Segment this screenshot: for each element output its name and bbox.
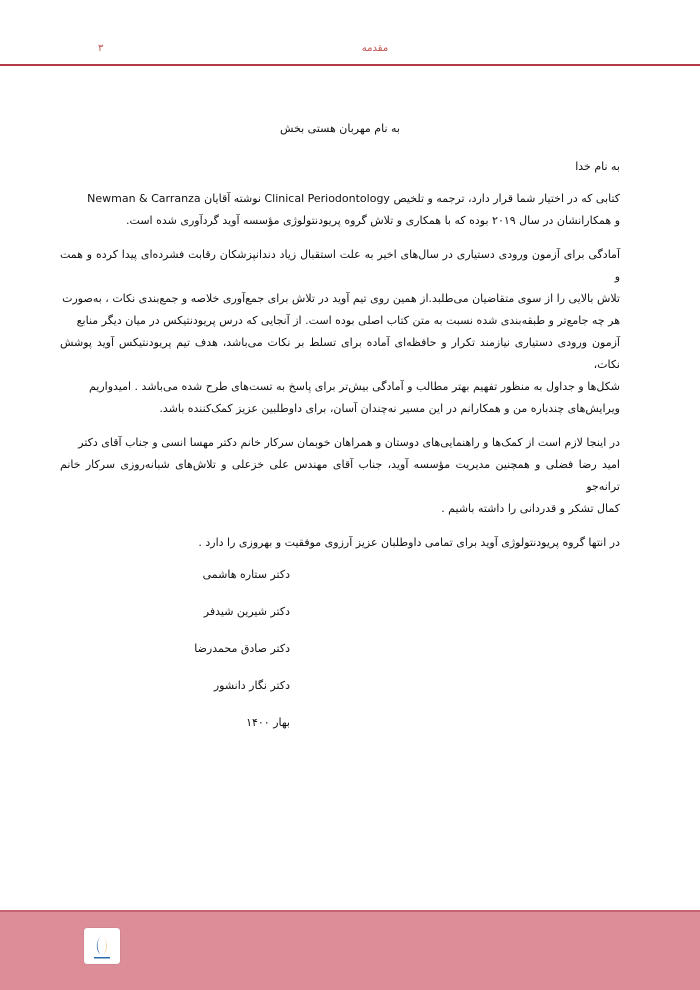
paragraph-line: کتابی که در اختیار شما قرار دارد، ترجمه و تلخیص Clinical Periodontology نوشته آقایان Newman & Carranza bbox=[87, 192, 620, 205]
paragraph-line: آمادگی برای آزمون ورودی دستیاری در سال‌های اخیر به علت استقبال زیاد دندانپزشکان رقابت فشرده‌ای پیدا کرده و همت و bbox=[60, 248, 620, 283]
signature-block bbox=[170, 566, 290, 751]
paragraph-line: و همکارانشان در سال ۲۰۱۹ بوده که با همکاری و تلاش گروه پریودنتولوژی مؤسسه آوید گردآوری شده است. bbox=[126, 214, 620, 227]
paragraph-line: کمال تشکر و قدردانی را داشته باشیم . bbox=[441, 502, 620, 515]
paragraph-line: هر چه جامع‌تر و طبقه‌بندی شده نسبت به متن کتاب اصلی بوده است. از آنجایی که درس پریودنتیکس در میان دیگر منابع bbox=[76, 314, 620, 327]
paragraph-intro bbox=[60, 188, 620, 232]
paragraph-line: امید رضا فضلی و همچنین مدیریت مؤسسه آوید، جناب آقای مهندس علی خزعلی و تلاش‌های شبانه‌روزی سرکار خانم ترانه‌جو bbox=[60, 458, 620, 493]
signature-name: دکتر صادق محمدرضا bbox=[194, 642, 290, 655]
paragraph-preparation bbox=[60, 244, 620, 420]
paragraph-closing bbox=[60, 532, 620, 554]
page-header bbox=[0, 0, 700, 64]
signature-name: دکتر ستاره هاشمی bbox=[202, 568, 290, 581]
header-divider bbox=[0, 64, 700, 66]
paragraph-line: شکل‌ها و جداول به منظور تفهیم بهتر مطالب و آمادگی بیش‌تر برای پاسخ به تست‌های طرح شده می‌باشد . امیدواریم bbox=[88, 380, 620, 393]
paragraph-acknowledgements bbox=[60, 432, 620, 520]
paragraph-line: آزمون ورودی دستیاری نیازمند تکرار و حافظه‌ای آماده برای تسلط بر نکات می‌باشد، هدف تیم پریودنتیکس آوید پوشش نکات، bbox=[60, 336, 620, 371]
bismillah-heading: به نام مهربان هستی بخش bbox=[280, 122, 400, 135]
avid-logo-icon bbox=[84, 928, 120, 964]
header-title: مقدمه bbox=[361, 43, 389, 54]
page-body bbox=[60, 118, 620, 566]
signature-name: دکتر شیرین شیدفر bbox=[203, 605, 290, 618]
greeting: به نام خدا bbox=[575, 160, 620, 173]
paragraph-line: تلاش بالایی را از سوی متقاضیان می‌طلبد.از همین روی تیم آوید در تلاش برای جمع‌آوری خلاصه و جمع‌بندی نکات ، به‌صورت bbox=[62, 292, 620, 305]
logo-graphic bbox=[84, 928, 120, 964]
page-number: ۳ bbox=[98, 43, 104, 54]
paragraph-line: در انتها گروه پریودنتولوژی آوید برای تمامی داوطلبان عزیز آرزوی موفقیت و بهروزی را دارد . bbox=[198, 536, 620, 549]
signature-date: بهار ۱۴۰۰ bbox=[246, 716, 290, 729]
signature-name: دکتر نگار دانشور bbox=[213, 679, 290, 692]
paragraph-line: ویرایش‌های چندباره من و همکارانم در این مسیر نه‌چندان آسان، برای داوطلبین عزیز کمک‌کننده باشد. bbox=[159, 402, 620, 415]
paragraph-line: در اینجا لازم است از کمک‌ها و راهنمایی‌های دوستان و همراهان خوبمان سرکار خانم دکتر مهسا انسی و جناب آقای دکتر bbox=[78, 436, 620, 449]
